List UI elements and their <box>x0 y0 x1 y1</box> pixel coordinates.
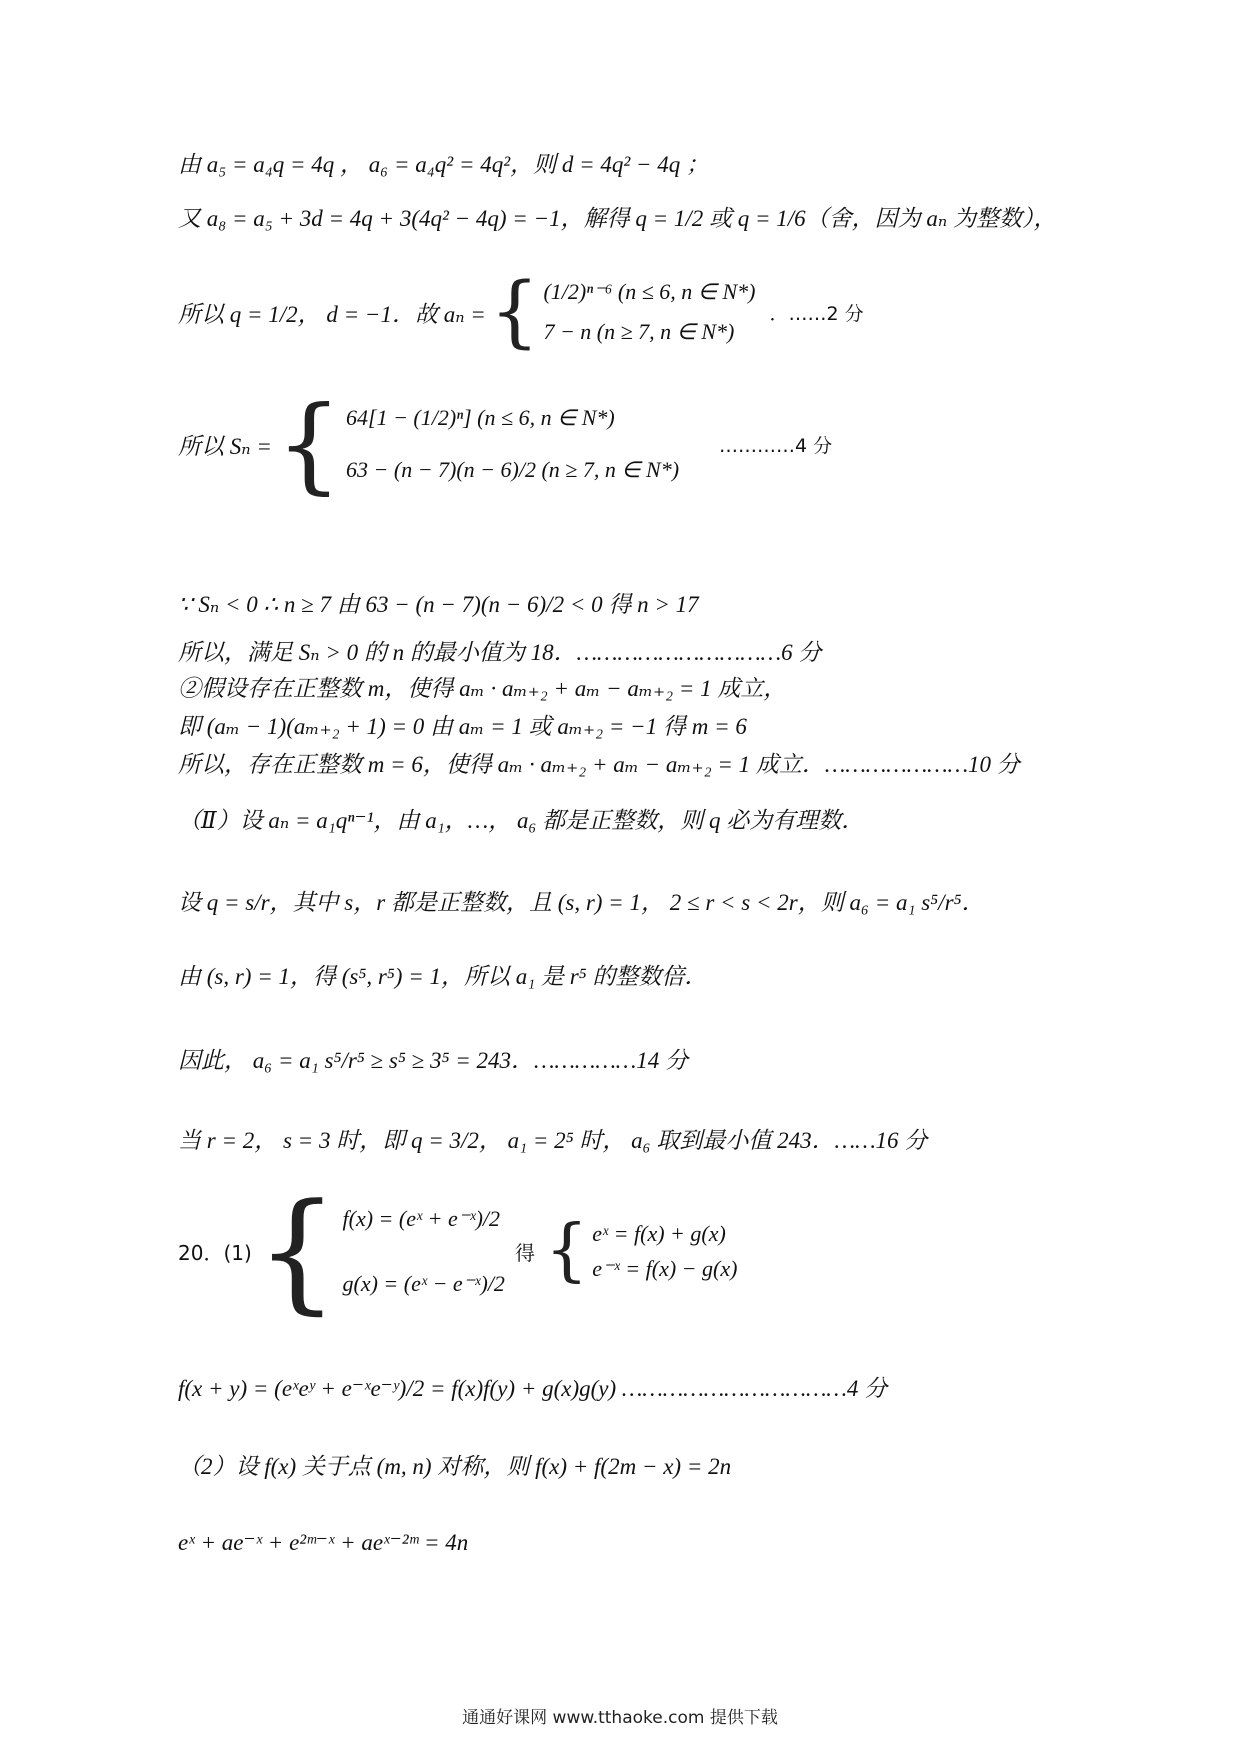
gx-definition: g(x) = (eˣ − e⁻ˣ)/2 <box>342 1270 505 1296</box>
de-connector: 得 <box>514 1240 535 1265</box>
left-brace-icon: { <box>489 267 540 357</box>
sn-prefix: 所以 Sₙ = <box>178 433 272 459</box>
ex-sum: eˣ = f(x) + g(x) <box>592 1220 726 1246</box>
an-prefix: 所以 q = 1/2， d = −1．故 aₙ = <box>178 301 486 327</box>
left-brace-icon: { <box>544 1211 589 1290</box>
sn-case-2: 63 − (n − 7)(n − 6)/2 (n ≥ 7, n ∈ N*) <box>346 457 680 482</box>
sn-piecewise <box>178 383 833 505</box>
problem-20-label: 20．(1) <box>178 1240 252 1265</box>
an-case-1: (1/2)ⁿ⁻⁶ (n ≤ 6, n ∈ N*) <box>543 279 756 304</box>
left-brace-icon: { <box>255 1175 339 1327</box>
line-a5-a6: 由 a₅ = a₄q = 4q ， a₆ = a₄q² = 4q²，则 d = 4q² − 4q ； <box>178 152 710 177</box>
line-a8-solve-q: 又 a₈ = a₅ + 3d = 4q + 3(4q² − 4q) = −1，解得 q = 1/2 或 q = 1/6（舍，因为 aₙ 为整数）， <box>178 206 1057 231</box>
an-case-2: 7 − n (n ≥ 7, n ∈ N*) <box>543 319 735 344</box>
line-exp-equation: eˣ + ae⁻ˣ + e²ᵐ⁻ˣ + aeˣ⁻²ᵐ = 4n <box>178 1530 469 1555</box>
line-m-6: 所以，存在正整数 m = 6，使得 aₘ · aₘ₊₂ + aₘ − aₘ₊₂ = 1 成立．…………………10 分 <box>178 752 1020 777</box>
score-4: …………4 分 <box>719 434 833 457</box>
line-part-2-symmetry: （2）设 f(x) 关于点 (m, n) 对称，则 f(x) + f(2m − x) = 2n <box>178 1454 732 1479</box>
fx-definition: f(x) = (eˣ + e⁻ˣ)/2 <box>342 1205 501 1231</box>
line-factor: 即 (aₘ − 1)(aₘ₊₂ + 1) = 0 由 aₘ = 1 或 aₘ₊₂ = −1 得 m = 6 <box>178 714 747 739</box>
line-min-243: 当 r = 2， s = 3 时，即 q = 3/2， a₁ = 2⁵ 时， a₆ 取到最小值 243．……16 分 <box>178 1128 928 1153</box>
an-piecewise <box>178 267 864 357</box>
problem-20-system <box>178 1175 738 1327</box>
sn-case-1: 64[1 − (1/2)ⁿ] (n ≤ 6, n ∈ N*) <box>346 405 615 430</box>
enx-diff: e⁻ˣ = f(x) − g(x) <box>592 1255 738 1281</box>
line-sn-min-18: 所以，满足 Sₙ > 0 的 n 的最小值为 18．…………………………6 分 <box>178 640 822 665</box>
line-sn-negative: ∵ Sₙ < 0 ∴ n ≥ 7 由 63 − (n − 7)(n − 6)/2 < 0 得 n > 17 <box>178 592 699 617</box>
line-q-s-over-r: 设 q = s/r，其中 s，r 都是正整数，且 (s, r) = 1， 2 ≤ r < s < 2r，则 a₆ = a₁ s⁵/r⁵． <box>178 890 985 915</box>
line-part-ii: （Ⅱ）设 aₙ = a₁qⁿ⁻¹，由 a₁，…， a₆ 都是正整数，则 q 必为有理数． <box>178 808 865 833</box>
footer-source: 通通好课网 www.tthaoke.com 提供下载 <box>462 1708 778 1728</box>
line-assume-m: ②假设存在正整数 m，使得 aₘ · aₘ₊₂ + aₘ − aₘ₊₂ = 1 成立， <box>178 676 787 701</box>
line-fxy: f(x + y) = (eˣeʸ + e⁻ˣe⁻ʸ)/2 = f(x)f(y) + g(x)g(y) ……………………………4 分 <box>178 1376 888 1401</box>
score-2: ．……2 分 <box>769 302 864 325</box>
left-brace-icon: { <box>275 383 343 505</box>
line-a6-bound: 因此， a₆ = a₁ s⁵/r⁵ ≥ s⁵ ≥ 3⁵ = 243．……………14 分 <box>178 1048 689 1073</box>
line-gcd: 由 (s, r) = 1，得 (s⁵, r⁵) = 1，所以 a₁ 是 r⁵ 的整数倍． <box>178 964 708 989</box>
